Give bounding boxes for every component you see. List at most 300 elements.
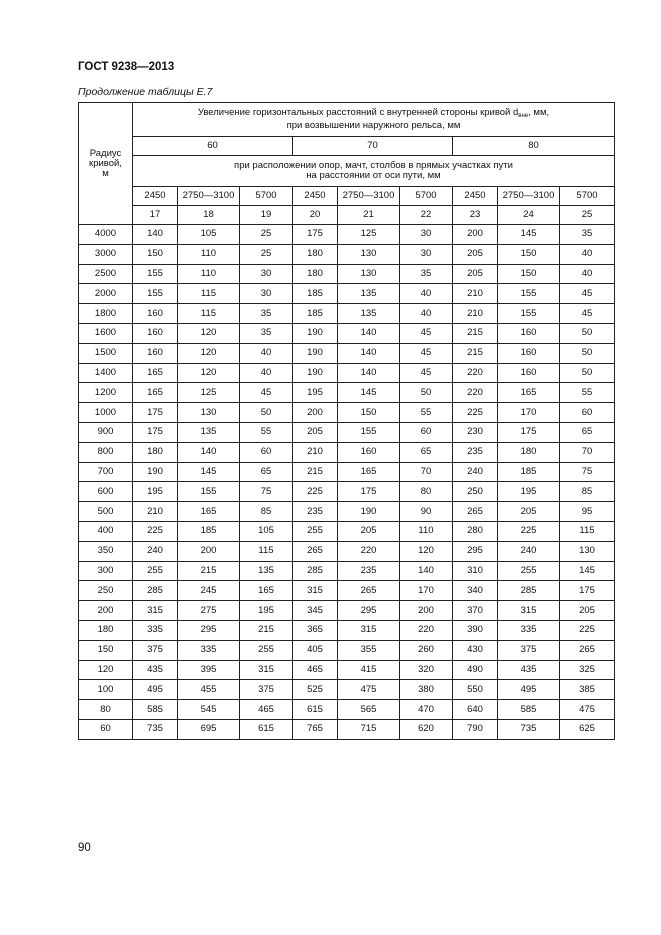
value-cell: 45 [560, 284, 615, 304]
value-cell: 90 [400, 502, 453, 522]
value-cell: 40 [400, 284, 453, 304]
value-cell: 130 [560, 541, 615, 561]
table-header [79, 103, 615, 225]
value-cell: 295 [453, 541, 498, 561]
value-cell: 115 [560, 521, 615, 541]
value-cell: 205 [453, 244, 498, 264]
value-cell: 225 [133, 521, 178, 541]
value-cell: 115 [178, 304, 240, 324]
radius-cell: 1400 [79, 363, 133, 383]
value-cell: 550 [453, 680, 498, 700]
value-cell: 790 [453, 719, 498, 739]
radius-cell: 1200 [79, 383, 133, 403]
value-cell: 495 [498, 680, 560, 700]
value-cell: 260 [400, 640, 453, 660]
value-cell: 40 [400, 304, 453, 324]
elevation-header: 70 [293, 137, 453, 156]
value-cell: 465 [293, 660, 338, 680]
value-cell: 165 [178, 502, 240, 522]
value-cell: 175 [133, 422, 178, 442]
value-cell: 110 [178, 244, 240, 264]
value-cell: 225 [453, 403, 498, 423]
table-row [79, 304, 615, 324]
value-cell: 75 [240, 482, 293, 502]
value-cell: 165 [133, 363, 178, 383]
value-cell: 150 [498, 264, 560, 284]
radius-cell: 2500 [79, 264, 133, 284]
value-cell: 715 [338, 719, 400, 739]
distance-header: 5700 [240, 187, 293, 206]
value-cell: 735 [498, 719, 560, 739]
value-cell: 25 [240, 244, 293, 264]
value-cell: 190 [293, 343, 338, 363]
value-cell: 430 [453, 640, 498, 660]
value-cell: 205 [293, 422, 338, 442]
table-row [79, 601, 615, 621]
value-cell: 175 [133, 403, 178, 423]
value-cell: 140 [338, 343, 400, 363]
distance-header: 2450 [293, 187, 338, 206]
distance-header: 2450 [133, 187, 178, 206]
value-cell: 315 [338, 620, 400, 640]
value-cell: 140 [338, 363, 400, 383]
value-cell: 315 [498, 601, 560, 621]
value-cell: 140 [338, 323, 400, 343]
radius-cell: 80 [79, 700, 133, 720]
value-cell: 215 [178, 561, 240, 581]
value-cell: 60 [240, 442, 293, 462]
value-cell: 115 [178, 284, 240, 304]
table-row [79, 561, 615, 581]
value-cell: 190 [338, 502, 400, 522]
value-cell: 160 [133, 343, 178, 363]
value-cell: 735 [133, 719, 178, 739]
value-cell: 205 [453, 264, 498, 284]
value-cell: 150 [133, 244, 178, 264]
location-header-line2: на расстоянии от оси пути, мм [306, 170, 441, 181]
value-cell: 160 [133, 304, 178, 324]
column-number: 23 [453, 206, 498, 225]
value-cell: 55 [240, 422, 293, 442]
value-cell: 295 [178, 620, 240, 640]
table-row [79, 581, 615, 601]
value-cell: 220 [453, 363, 498, 383]
value-cell: 185 [293, 304, 338, 324]
value-cell: 135 [178, 422, 240, 442]
page-title: ГОСТ 9238—2013 [78, 61, 175, 73]
table-row [79, 422, 615, 442]
column-number: 17 [133, 206, 178, 225]
value-cell: 95 [560, 502, 615, 522]
table-row [79, 521, 615, 541]
elevation-header: 60 [133, 137, 293, 156]
distance-header-row [79, 187, 615, 206]
value-cell: 335 [133, 620, 178, 640]
value-cell: 215 [453, 323, 498, 343]
value-cell: 35 [240, 323, 293, 343]
value-cell: 435 [133, 660, 178, 680]
value-cell: 375 [498, 640, 560, 660]
radius-cell: 1500 [79, 343, 133, 363]
value-cell: 35 [400, 264, 453, 284]
value-cell: 145 [178, 462, 240, 482]
value-cell: 165 [338, 462, 400, 482]
value-cell: 125 [338, 225, 400, 245]
value-cell: 160 [338, 442, 400, 462]
column-number-row [79, 206, 615, 225]
value-cell: 110 [178, 264, 240, 284]
value-cell: 140 [178, 442, 240, 462]
value-cell: 335 [498, 620, 560, 640]
value-cell: 385 [560, 680, 615, 700]
value-cell: 55 [400, 403, 453, 423]
value-cell: 175 [293, 225, 338, 245]
value-cell: 175 [338, 482, 400, 502]
value-cell: 40 [560, 264, 615, 284]
table-row [79, 719, 615, 739]
value-cell: 45 [400, 323, 453, 343]
value-cell: 495 [133, 680, 178, 700]
value-cell: 150 [498, 244, 560, 264]
value-cell: 180 [498, 442, 560, 462]
value-cell: 185 [178, 521, 240, 541]
value-cell: 340 [453, 581, 498, 601]
value-cell: 315 [293, 581, 338, 601]
main-header-text: Увеличение горизонтальных расстояний с внутренней стороны кривой d [197, 107, 519, 118]
value-cell: 525 [293, 680, 338, 700]
value-cell: 135 [338, 284, 400, 304]
radius-cell: 180 [79, 620, 133, 640]
value-cell: 240 [498, 541, 560, 561]
value-cell: 45 [560, 304, 615, 324]
radius-cell: 800 [79, 442, 133, 462]
value-cell: 155 [498, 284, 560, 304]
column-number: 25 [560, 206, 615, 225]
value-cell: 145 [498, 225, 560, 245]
value-cell: 435 [498, 660, 560, 680]
main-header-suffix: , мм, [528, 107, 550, 118]
value-cell: 220 [400, 620, 453, 640]
value-cell: 240 [133, 541, 178, 561]
radius-cell: 120 [79, 660, 133, 680]
value-cell: 65 [560, 422, 615, 442]
value-cell: 120 [178, 363, 240, 383]
value-cell: 205 [498, 502, 560, 522]
table-row [79, 244, 615, 264]
value-cell: 380 [400, 680, 453, 700]
value-cell: 310 [453, 561, 498, 581]
value-cell: 210 [293, 442, 338, 462]
value-cell: 365 [293, 620, 338, 640]
value-cell: 255 [498, 561, 560, 581]
value-cell: 125 [178, 383, 240, 403]
table-row [79, 482, 615, 502]
table-row [79, 680, 615, 700]
value-cell: 180 [293, 264, 338, 284]
value-cell: 105 [240, 521, 293, 541]
value-cell: 375 [133, 640, 178, 660]
value-cell: 80 [400, 482, 453, 502]
radius-cell: 400 [79, 521, 133, 541]
table-row [79, 541, 615, 561]
value-cell: 625 [560, 719, 615, 739]
value-cell: 200 [400, 601, 453, 621]
value-cell: 130 [178, 403, 240, 423]
value-cell: 205 [338, 521, 400, 541]
value-cell: 35 [560, 225, 615, 245]
value-cell: 315 [240, 660, 293, 680]
value-cell: 225 [293, 482, 338, 502]
location-header-cell [133, 156, 615, 187]
value-cell: 225 [560, 620, 615, 640]
value-cell: 620 [400, 719, 453, 739]
table-row [79, 323, 615, 343]
data-table [78, 102, 615, 740]
value-cell: 615 [293, 700, 338, 720]
value-cell: 145 [560, 561, 615, 581]
value-cell: 50 [560, 343, 615, 363]
table-row [79, 225, 615, 245]
value-cell: 205 [560, 601, 615, 621]
column-number: 24 [498, 206, 560, 225]
value-cell: 455 [178, 680, 240, 700]
radius-header-line: Радиус [89, 147, 122, 159]
value-cell: 190 [293, 323, 338, 343]
radius-cell: 200 [79, 601, 133, 621]
table-row [79, 462, 615, 482]
value-cell: 275 [178, 601, 240, 621]
value-cell: 40 [560, 244, 615, 264]
value-cell: 195 [240, 601, 293, 621]
column-number: 20 [293, 206, 338, 225]
radius-cell: 500 [79, 502, 133, 522]
value-cell: 215 [293, 462, 338, 482]
value-cell: 210 [453, 304, 498, 324]
radius-header-cell [79, 103, 133, 225]
radius-cell: 900 [79, 422, 133, 442]
value-cell: 470 [400, 700, 453, 720]
value-cell: 165 [133, 383, 178, 403]
table-row [79, 383, 615, 403]
radius-header-line: м [102, 167, 109, 179]
value-cell: 40 [240, 363, 293, 383]
distance-header: 2750—3100 [338, 187, 400, 206]
radius-cell: 1800 [79, 304, 133, 324]
value-cell: 255 [133, 561, 178, 581]
value-cell: 30 [240, 284, 293, 304]
value-cell: 135 [240, 561, 293, 581]
distance-header: 2750—3100 [498, 187, 560, 206]
value-cell: 225 [498, 521, 560, 541]
radius-cell: 700 [79, 462, 133, 482]
radius-cell: 1600 [79, 323, 133, 343]
value-cell: 265 [293, 541, 338, 561]
value-cell: 465 [240, 700, 293, 720]
value-cell: 695 [178, 719, 240, 739]
value-cell: 475 [560, 700, 615, 720]
radius-cell: 350 [79, 541, 133, 561]
table-row [79, 660, 615, 680]
value-cell: 50 [560, 323, 615, 343]
column-number: 19 [240, 206, 293, 225]
value-cell: 185 [498, 462, 560, 482]
value-cell: 50 [560, 363, 615, 383]
value-cell: 165 [240, 581, 293, 601]
value-cell: 85 [560, 482, 615, 502]
value-cell: 155 [498, 304, 560, 324]
value-cell: 170 [400, 581, 453, 601]
value-cell: 40 [240, 343, 293, 363]
value-cell: 30 [240, 264, 293, 284]
value-cell: 615 [240, 719, 293, 739]
value-cell: 135 [338, 304, 400, 324]
table-row [79, 284, 615, 304]
radius-cell: 300 [79, 561, 133, 581]
table-row [79, 502, 615, 522]
value-cell: 200 [293, 403, 338, 423]
value-cell: 375 [240, 680, 293, 700]
value-cell: 170 [498, 403, 560, 423]
value-cell: 30 [400, 225, 453, 245]
table-row [79, 442, 615, 462]
value-cell: 190 [293, 363, 338, 383]
value-cell: 155 [338, 422, 400, 442]
value-cell: 195 [498, 482, 560, 502]
value-cell: 325 [560, 660, 615, 680]
value-cell: 105 [178, 225, 240, 245]
value-cell: 35 [240, 304, 293, 324]
value-cell: 355 [338, 640, 400, 660]
radius-cell: 2000 [79, 284, 133, 304]
table-row [79, 363, 615, 383]
location-header-line1: при расположении опор, мачт, столбов в прямых участках пути [234, 160, 513, 171]
radius-cell: 4000 [79, 225, 133, 245]
value-cell: 185 [293, 284, 338, 304]
value-cell: 255 [240, 640, 293, 660]
value-cell: 190 [133, 462, 178, 482]
value-cell: 50 [240, 403, 293, 423]
value-cell: 265 [560, 640, 615, 660]
value-cell: 65 [400, 442, 453, 462]
value-cell: 155 [133, 264, 178, 284]
value-cell: 230 [453, 422, 498, 442]
value-cell: 235 [453, 442, 498, 462]
value-cell: 370 [453, 601, 498, 621]
radius-cell: 3000 [79, 244, 133, 264]
value-cell: 45 [400, 363, 453, 383]
value-cell: 140 [133, 225, 178, 245]
main-header-line2: при возвышении наружного рельса, мм [286, 120, 461, 131]
value-cell: 250 [453, 482, 498, 502]
value-cell: 315 [133, 601, 178, 621]
value-cell: 395 [178, 660, 240, 680]
value-cell: 215 [240, 620, 293, 640]
radius-header-line: кривой, [89, 157, 122, 169]
value-cell: 65 [240, 462, 293, 482]
value-cell: 285 [293, 561, 338, 581]
radius-cell: 600 [79, 482, 133, 502]
value-cell: 545 [178, 700, 240, 720]
table-row [79, 264, 615, 284]
column-number: 21 [338, 206, 400, 225]
value-cell: 115 [240, 541, 293, 561]
value-cell: 285 [498, 581, 560, 601]
distance-header: 5700 [560, 187, 615, 206]
value-cell: 85 [240, 502, 293, 522]
value-cell: 235 [293, 502, 338, 522]
value-cell: 295 [338, 601, 400, 621]
main-header-cell [133, 103, 615, 137]
table-row [79, 700, 615, 720]
value-cell: 75 [560, 462, 615, 482]
value-cell: 145 [338, 383, 400, 403]
value-cell: 585 [498, 700, 560, 720]
distance-header: 2750—3100 [178, 187, 240, 206]
value-cell: 120 [400, 541, 453, 561]
value-cell: 120 [178, 343, 240, 363]
value-cell: 320 [400, 660, 453, 680]
value-cell: 240 [453, 462, 498, 482]
value-cell: 415 [338, 660, 400, 680]
radius-cell: 100 [79, 680, 133, 700]
value-cell: 210 [453, 284, 498, 304]
value-cell: 25 [240, 225, 293, 245]
value-cell: 200 [453, 225, 498, 245]
value-cell: 215 [453, 343, 498, 363]
value-cell: 130 [338, 244, 400, 264]
table-row [79, 403, 615, 423]
value-cell: 640 [453, 700, 498, 720]
value-cell: 70 [560, 442, 615, 462]
table-body [79, 225, 615, 740]
value-cell: 160 [498, 343, 560, 363]
radius-cell: 150 [79, 640, 133, 660]
value-cell: 175 [498, 422, 560, 442]
page-number: 90 [78, 842, 91, 854]
table-row [79, 640, 615, 660]
value-cell: 160 [498, 363, 560, 383]
value-cell: 220 [453, 383, 498, 403]
value-cell: 45 [400, 343, 453, 363]
value-cell: 160 [133, 323, 178, 343]
value-cell: 475 [338, 680, 400, 700]
main-header-subscript: вне [518, 113, 529, 119]
value-cell: 45 [240, 383, 293, 403]
value-cell: 50 [400, 383, 453, 403]
table-row [79, 620, 615, 640]
value-cell: 345 [293, 601, 338, 621]
value-cell: 235 [338, 561, 400, 581]
value-cell: 765 [293, 719, 338, 739]
elevation-header: 80 [453, 137, 615, 156]
value-cell: 245 [178, 581, 240, 601]
column-number: 18 [178, 206, 240, 225]
value-cell: 70 [400, 462, 453, 482]
value-cell: 280 [453, 521, 498, 541]
value-cell: 195 [293, 383, 338, 403]
distance-header: 5700 [400, 187, 453, 206]
value-cell: 390 [453, 620, 498, 640]
value-cell: 110 [400, 521, 453, 541]
value-cell: 55 [560, 383, 615, 403]
table-row [79, 343, 615, 363]
value-cell: 255 [293, 521, 338, 541]
column-number: 22 [400, 206, 453, 225]
value-cell: 210 [133, 502, 178, 522]
value-cell: 265 [453, 502, 498, 522]
value-cell: 220 [338, 541, 400, 561]
value-cell: 140 [400, 561, 453, 581]
